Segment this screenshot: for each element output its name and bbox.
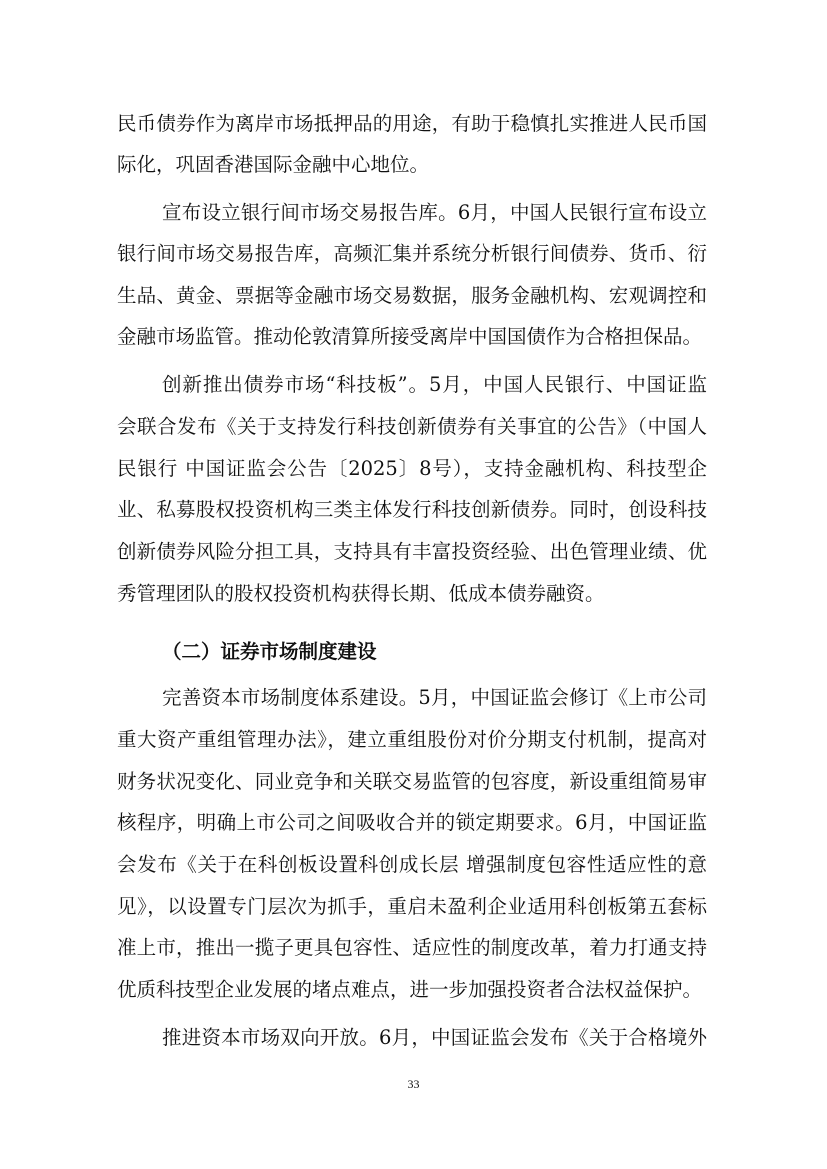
paragraph-line: 金融市场监管。推动伦敦清算所接受离岸中国国债作为合格担保品。 [117,325,703,348]
section-heading: （二）证券市场制度建设 [162,640,377,663]
paragraph-line: 完善资本市场制度体系建设。5月，中国证监会修订《上市公司 [162,686,707,709]
paragraph-line: 重大资产重组管理办法》，建立重组股份对价分期支付机制，提高对 [117,728,707,751]
paragraph-line: 秀管理团队的股权投资机构获得长期、低成本债券融资。 [117,582,605,605]
paragraph-line: 优质科技型企业发展的堵点难点，进一步加强投资者合法权益保护。 [117,978,703,1001]
paragraph-line: 民银行 中国证监会公告〔2025〕8号），支持金融机构、科技型企 [117,457,707,480]
paragraph-line: 见》，以设置专门层次为抓手，重启未盈利企业适用科创板第五套标 [117,895,707,918]
paragraph-line: 宣布设立银行间市场交易报告库。6月，中国人民银行宣布设立 [162,201,707,224]
paragraph-line: 创新推出债券市场“科技板”。5月，中国人民银行、中国证监 [162,373,707,396]
paragraph-line: 际化，巩固香港国际金融中心地位。 [117,153,430,176]
page-number: 33 [407,1077,420,1091]
paragraph-line: 推进资本市场双向开放。6月，中国证监会发布《关于合格境外 [162,1026,707,1049]
paragraph-line: 财务状况变化、同业竞争和关联交易监管的包容度，新设重组简易审 [117,770,707,793]
paragraph-line: 会联合发布《关于支持发行科技创新债券有关事宜的公告》（中国人 [117,415,707,438]
paragraph-line: 会发布《关于在科创板设置科创成长层 增强制度包容性适应性的意 [117,853,707,876]
paragraph-line: 准上市，推出一揽子更具包容性、适应性的制度改革，着力打通支持 [117,936,707,959]
paragraph-line: 创新债券风险分担工具，支持具有丰富投资经验、出色管理业绩、优 [117,540,707,563]
paragraph-line: 民币债券作为离岸市场抵押品的用途，有助于稳慎扎实推进人民币国 [117,112,707,135]
paragraph-line: 核程序，明确上市公司之间吸收合并的锁定期要求。6月，中国证监 [117,811,707,834]
paragraph-line: 业、私募股权投资机构三类主体发行科技创新债券。同时，创设科技 [117,498,707,521]
paragraph-line: 生品、黄金、票据等金融市场交易数据，服务金融机构、宏观调控和 [117,284,707,307]
paragraph-line: 银行间市场交易报告库，高频汇集并系统分析银行间债券、货币、衍 [117,242,707,265]
